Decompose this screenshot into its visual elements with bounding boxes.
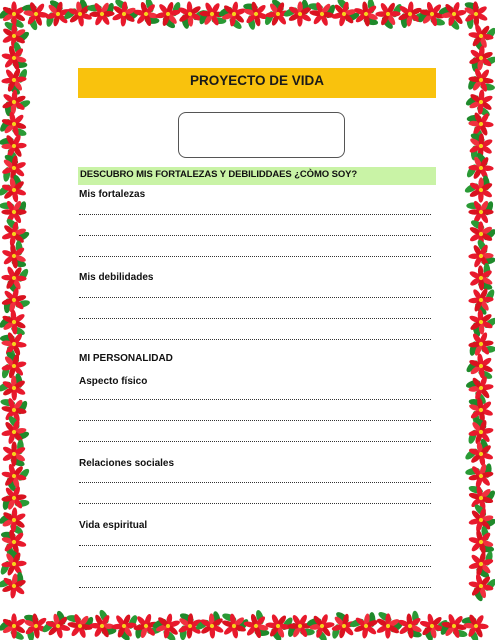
writing-line[interactable]: [79, 233, 431, 236]
title-bar: [78, 68, 436, 98]
writing-line[interactable]: [79, 316, 431, 319]
writing-line[interactable]: [79, 295, 431, 298]
fortalezas-label: Mis fortalezas: [79, 189, 146, 200]
section-heading: DESCUBRO MIS FORTALEZAS Y DEBILIDDAES ¿CÒMO SOY?: [80, 169, 358, 180]
relaciones-label: Relaciones sociales: [79, 458, 175, 469]
writing-line[interactable]: [79, 585, 431, 588]
writing-line[interactable]: [79, 501, 431, 504]
writing-line[interactable]: [79, 564, 431, 567]
writing-line[interactable]: [79, 418, 431, 421]
section-heading-bar: [78, 167, 436, 185]
personalidad-heading: MI PERSONALIDAD: [79, 353, 173, 364]
espiritual-label: Vida espiritual: [79, 520, 148, 531]
writing-line[interactable]: [79, 397, 431, 400]
writing-line[interactable]: [79, 254, 431, 257]
photo-box: [178, 112, 345, 158]
aspecto-label: Aspecto físico: [79, 376, 148, 387]
writing-line[interactable]: [79, 337, 431, 340]
writing-line[interactable]: [79, 480, 431, 483]
writing-line[interactable]: [79, 439, 431, 442]
debilidades-label: Mis debilidades: [79, 272, 154, 283]
writing-line[interactable]: [79, 212, 431, 215]
writing-line[interactable]: [79, 543, 431, 546]
page-title: PROYECTO DE VIDA: [189, 73, 325, 88]
